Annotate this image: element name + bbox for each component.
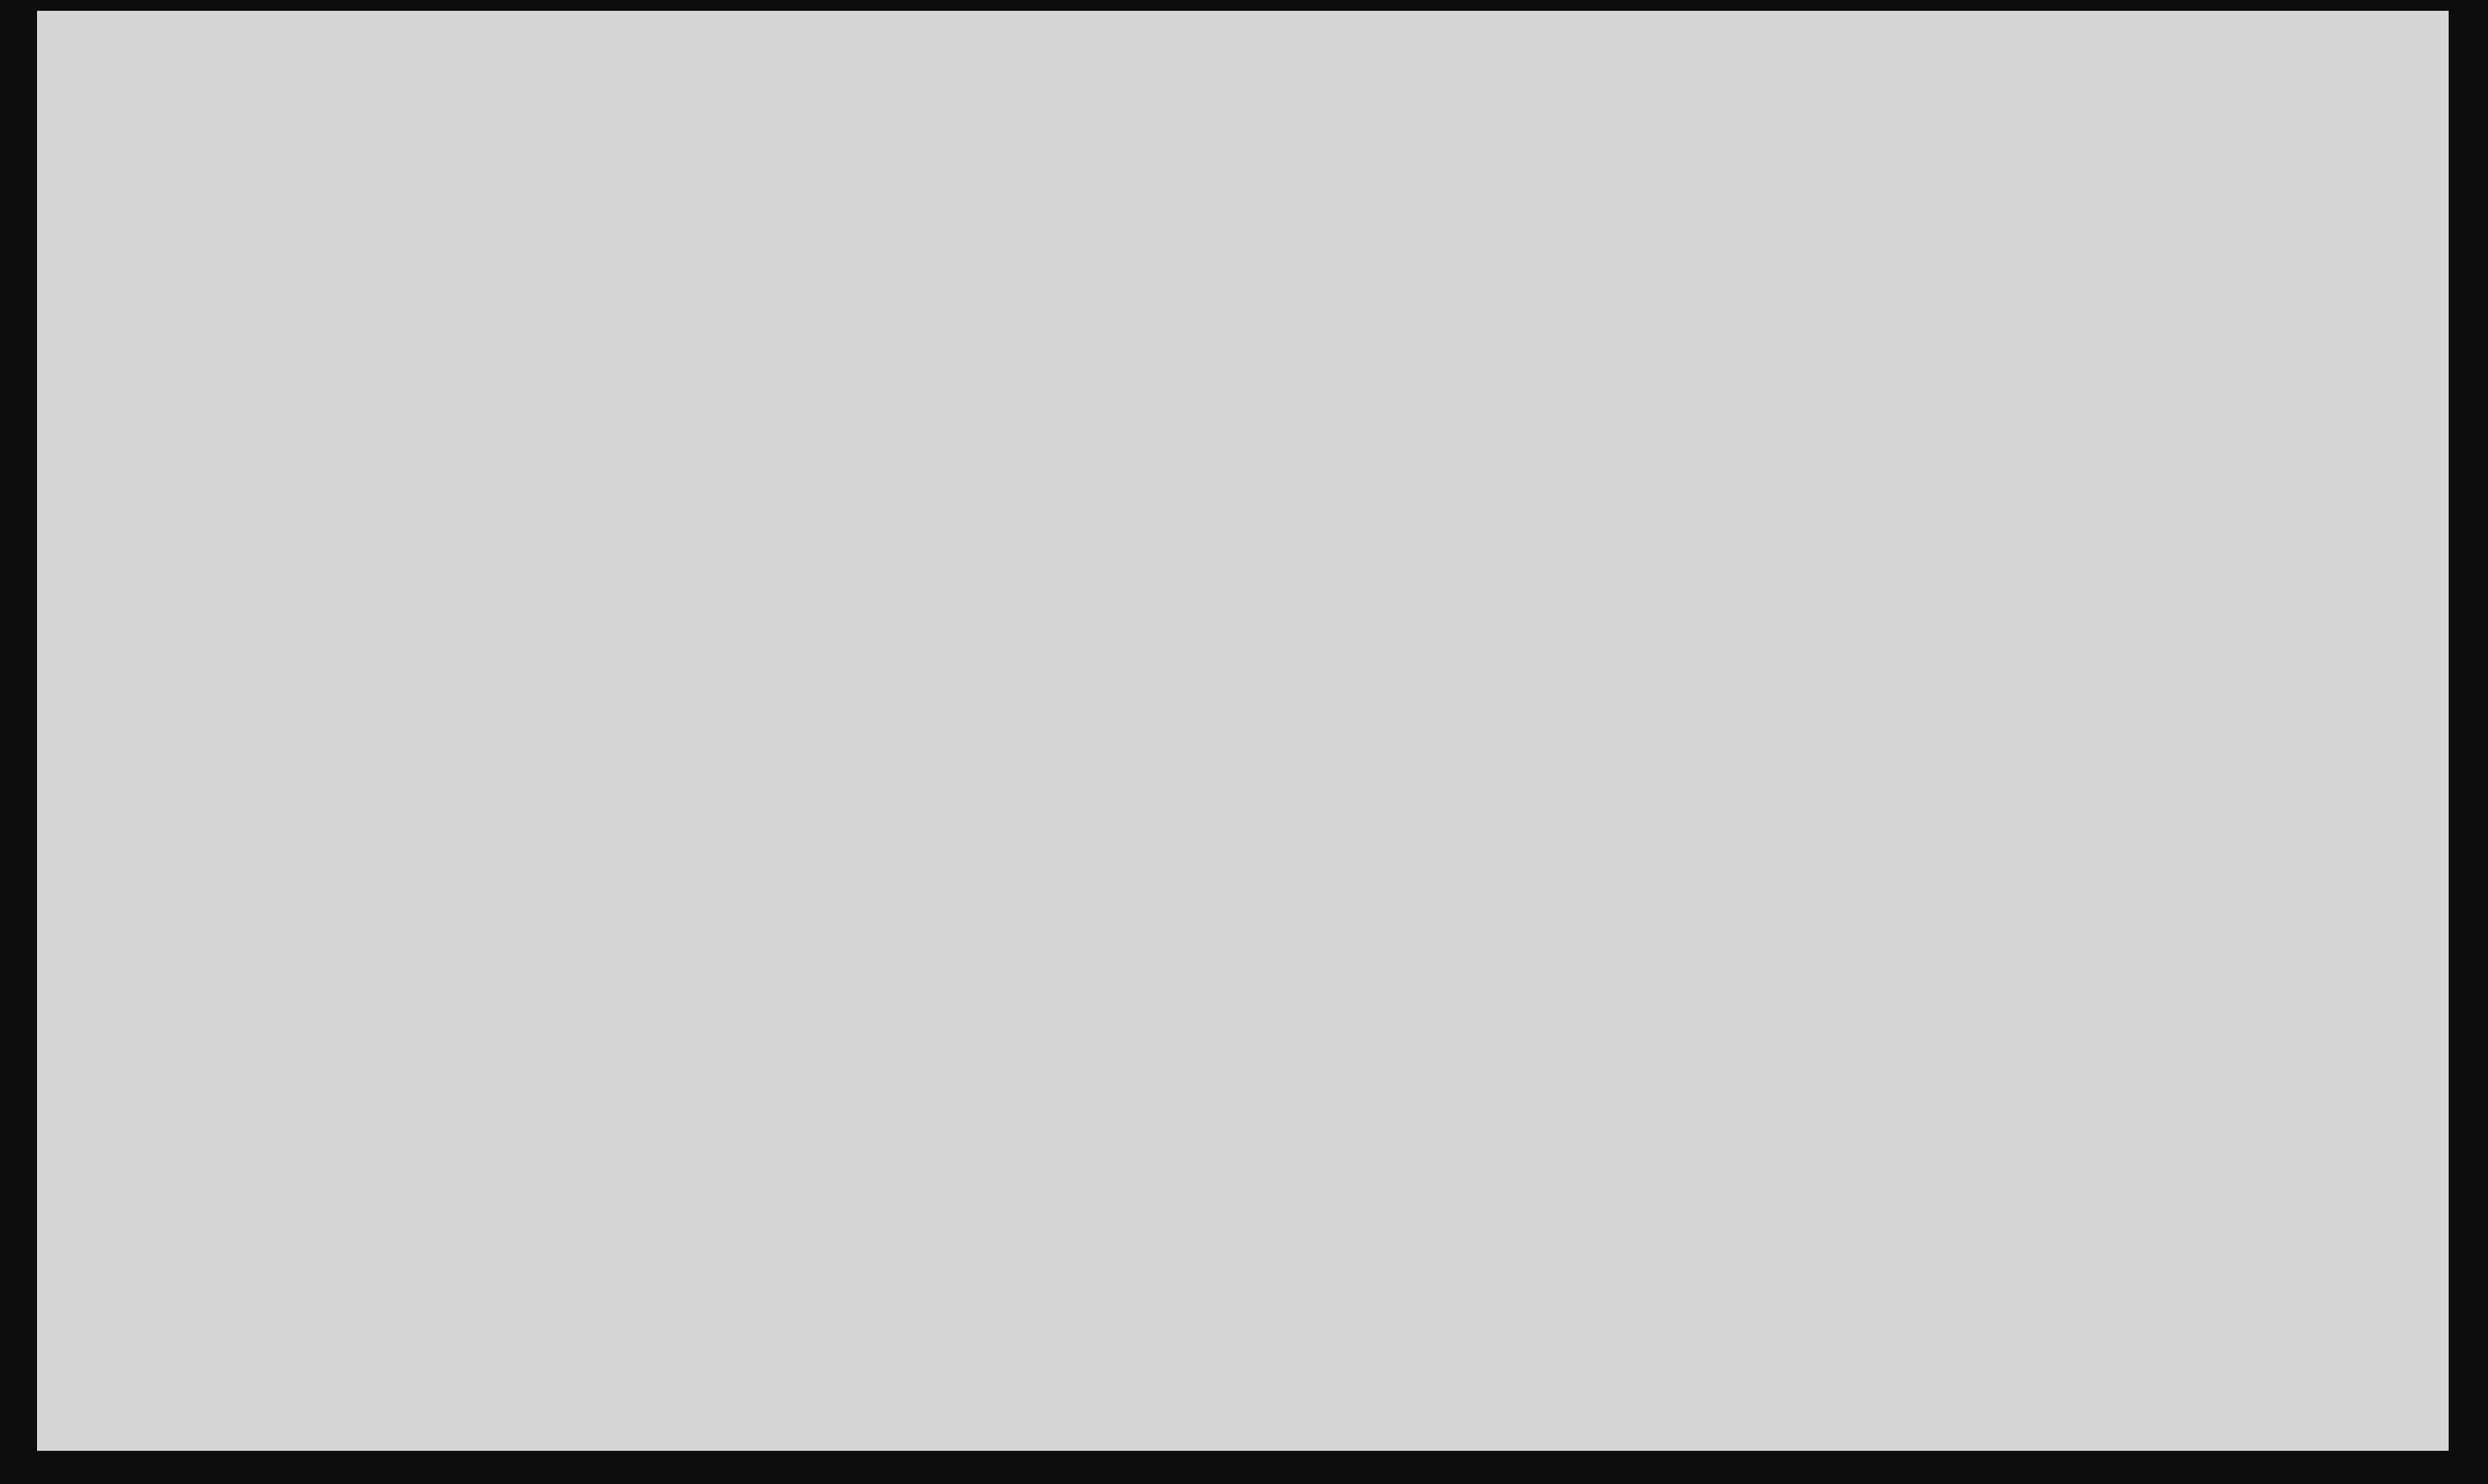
form-grid	[37, 11, 2449, 1451]
census-card	[37, 11, 2449, 1451]
